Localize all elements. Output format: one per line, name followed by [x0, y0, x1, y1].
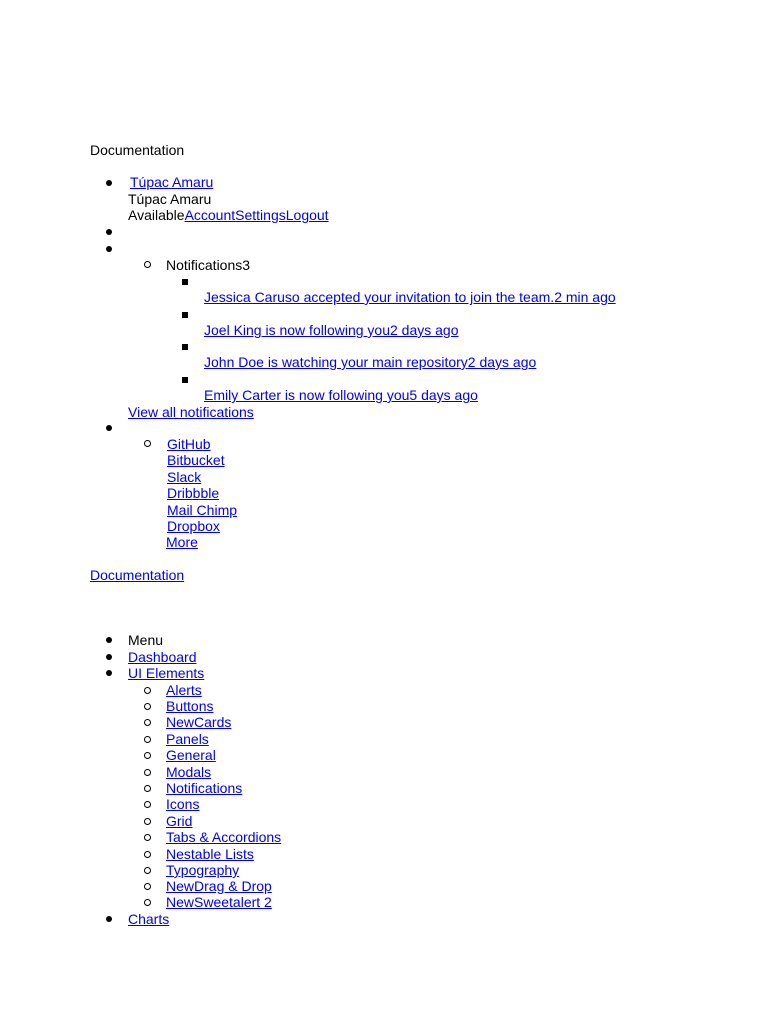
list-bullet	[144, 440, 151, 447]
submenu-item[interactable]: Panels	[166, 731, 209, 747]
list-bullet	[106, 916, 112, 922]
submenu-item[interactable]: Notifications	[166, 780, 243, 796]
connections-more-link[interactable]: More	[166, 534, 198, 550]
list-bullet	[144, 883, 151, 890]
submenu-item[interactable]: Nestable Lists	[166, 846, 254, 862]
view-all-notifications-link[interactable]: View all notifications	[128, 404, 254, 420]
list-bullet	[144, 834, 151, 841]
list-bullet	[144, 801, 151, 808]
connection-github-link[interactable]: GitHub	[167, 436, 211, 452]
submenu-item[interactable]: Buttons	[166, 698, 214, 714]
list-bullet	[106, 246, 112, 252]
list-bullet	[144, 867, 151, 874]
list-bullet	[144, 752, 151, 759]
list-bullet	[144, 261, 151, 268]
documentation-link[interactable]: Documentation	[90, 567, 185, 583]
submenu-item[interactable]: Modals	[166, 764, 212, 780]
list-bullet	[144, 687, 151, 694]
sidebar-menu-label: Menu	[128, 632, 164, 648]
list-bullet	[182, 344, 188, 350]
list-bullet	[106, 637, 112, 643]
user-actions	[128, 207, 329, 224]
user-display-name: Túpac Amaru	[128, 191, 212, 207]
settings-link[interactable]: Settings	[235, 207, 286, 223]
list-bullet	[106, 180, 112, 186]
list-bullet	[106, 425, 112, 431]
notification-text: Emily Carter is now following you	[204, 387, 410, 403]
connection-mailchimp-link[interactable]: Mail Chimp	[167, 502, 238, 518]
sidebar-item-dashboard[interactable]: Dashboard	[128, 649, 197, 665]
list-bullet	[144, 899, 151, 906]
list-bullet	[144, 851, 151, 858]
logout-link[interactable]: Logout	[285, 207, 329, 223]
notification-time: 2 min ago	[554, 289, 616, 305]
list-bullet	[144, 769, 151, 776]
list-bullet	[144, 785, 151, 792]
notification-time: 5 days ago	[409, 387, 478, 403]
submenu-item[interactable]: General	[166, 747, 216, 763]
page-title: Documentation	[90, 142, 185, 158]
notification-text: John Doe is watching your main repository	[204, 354, 468, 370]
user-status: Available	[128, 207, 185, 223]
list-bullet	[182, 377, 188, 383]
notification-item[interactable]	[204, 387, 478, 404]
submenu-item[interactable]: Icons	[166, 796, 200, 812]
notification-time: 2 days ago	[467, 354, 537, 370]
connection-bitbucket-link[interactable]: Bitbucket	[167, 452, 225, 468]
list-bullet	[106, 670, 112, 676]
submenu-item[interactable]: NewSweetalert 2	[166, 894, 272, 910]
list-bullet	[144, 719, 151, 726]
list-bullet	[144, 736, 151, 743]
connection-dropbox-link[interactable]: Dropbox	[167, 518, 220, 534]
notification-text: Jessica Caruso accepted your invitation to join the team.	[204, 289, 555, 305]
connection-dribbble-link[interactable]: Dribbble	[167, 485, 220, 501]
notifications-count-badge: 3	[242, 257, 251, 273]
list-bullet	[106, 229, 112, 235]
submenu-item[interactable]: Tabs & Accordions	[166, 829, 282, 845]
submenu-item[interactable]: NewCards	[166, 714, 232, 730]
list-bullet	[144, 703, 151, 710]
notification-item[interactable]	[204, 289, 616, 306]
list-bullet	[182, 312, 188, 318]
list-bullet	[106, 654, 112, 660]
notification-item[interactable]	[204, 322, 459, 339]
notifications-title: Notifications	[166, 257, 243, 273]
submenu-item[interactable]: NewDrag & Drop	[166, 878, 272, 894]
notification-text: Joel King is now following you	[204, 322, 390, 338]
notifications-heading	[166, 257, 250, 274]
sidebar-item-ui-elements[interactable]: UI Elements	[128, 665, 205, 681]
list-bullet	[144, 818, 151, 825]
submenu-item[interactable]: Alerts	[166, 682, 202, 698]
list-bullet	[182, 279, 188, 285]
connection-slack-link[interactable]: Slack	[167, 469, 202, 485]
notification-item[interactable]	[204, 354, 536, 371]
submenu-item[interactable]: Grid	[166, 813, 193, 829]
sidebar-item-charts[interactable]: Charts	[128, 911, 170, 927]
user-menu-link[interactable]: Túpac Amaru	[130, 174, 214, 190]
submenu-item[interactable]: Typography	[166, 862, 240, 878]
account-link[interactable]: Account	[184, 207, 236, 223]
notification-time: 2 days ago	[390, 322, 459, 338]
